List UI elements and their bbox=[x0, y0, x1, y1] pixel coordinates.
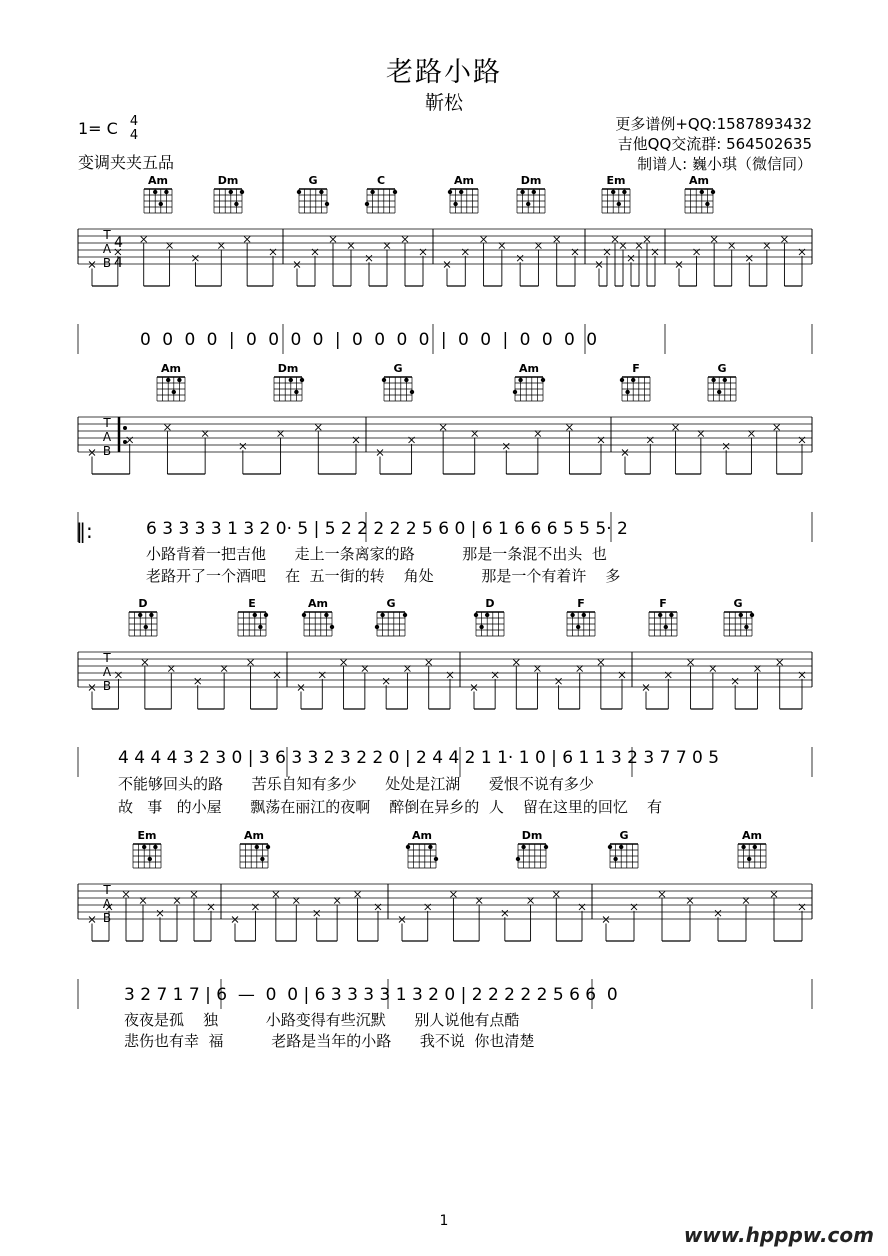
chord-finger-dot bbox=[406, 845, 410, 849]
note-cross bbox=[603, 917, 609, 923]
note-cross bbox=[659, 891, 665, 897]
chord-finger-dot bbox=[177, 378, 181, 382]
chord-finger-dot bbox=[622, 190, 626, 194]
chord-finger-dot bbox=[664, 625, 668, 629]
chord-finger-dot bbox=[521, 845, 525, 849]
chord-finger-dot bbox=[264, 613, 268, 617]
chord-finger-dot bbox=[289, 378, 293, 382]
chord-name-am: Am bbox=[412, 829, 432, 842]
chord-name-am: Am bbox=[689, 174, 709, 187]
note-cross bbox=[202, 431, 208, 437]
note-cross bbox=[534, 666, 540, 672]
repeat-dot bbox=[123, 426, 127, 430]
note-cross bbox=[673, 424, 679, 430]
chord-finger-dot bbox=[410, 390, 414, 394]
note-cross bbox=[192, 255, 198, 261]
note-cross bbox=[330, 236, 336, 242]
note-cross bbox=[777, 659, 783, 665]
chord-name-dm: Dm bbox=[521, 829, 543, 842]
page-number: 1 bbox=[439, 1213, 449, 1229]
info-qq: 更多谱例+QQ:1587893432 bbox=[615, 115, 812, 133]
note-cross bbox=[732, 678, 738, 684]
chord-finger-dot bbox=[479, 625, 483, 629]
chord-finger-dot bbox=[474, 613, 478, 617]
chord-finger-dot bbox=[744, 625, 748, 629]
note-cross bbox=[774, 424, 780, 430]
note-cross bbox=[244, 236, 250, 242]
note-cross bbox=[688, 659, 694, 665]
chord-finger-dot bbox=[330, 625, 334, 629]
chord-finger-dot bbox=[453, 202, 457, 206]
note-cross bbox=[556, 678, 562, 684]
chord-finger-dot bbox=[266, 845, 270, 849]
chord-finger-dot bbox=[234, 202, 238, 206]
note-cross bbox=[676, 262, 682, 268]
note-cross bbox=[221, 666, 227, 672]
note-cross bbox=[89, 685, 95, 691]
note-cross bbox=[513, 659, 519, 665]
note-cross bbox=[314, 910, 320, 916]
chord-finger-dot bbox=[518, 378, 522, 382]
chord-finger-dot bbox=[711, 378, 715, 382]
note-cross bbox=[748, 431, 754, 437]
chord-name-am: Am bbox=[308, 597, 328, 610]
chord-finger-dot bbox=[365, 202, 369, 206]
note-cross bbox=[89, 450, 95, 456]
key-time-num: 4 bbox=[129, 114, 139, 129]
chord-finger-dot bbox=[613, 857, 617, 861]
notation-row-3: 4 4 4 4 3 2 3 0 | 3 6 3 3 2 3 2 2 0 | 2 4 4 2 1 1· 1 0 | 6 1 1 3 2 3 7 7 0 5 bbox=[118, 748, 720, 768]
note-cross bbox=[450, 891, 456, 897]
chord-name-g: G bbox=[386, 597, 396, 610]
chord-finger-dot bbox=[153, 190, 157, 194]
chord-finger-dot bbox=[142, 845, 146, 849]
chord-name-am: Am bbox=[519, 362, 539, 375]
chord-finger-dot bbox=[138, 613, 142, 617]
chord-finger-dot bbox=[576, 625, 580, 629]
chord-name-am: Am bbox=[742, 829, 762, 842]
chord-finger-dot bbox=[380, 613, 384, 617]
chord-finger-dot bbox=[747, 857, 751, 861]
chord-finger-dot bbox=[717, 390, 721, 394]
chord-name-g: G bbox=[308, 174, 318, 187]
note-cross bbox=[622, 450, 628, 456]
tab-label-3: T A B bbox=[102, 651, 112, 693]
chord-finger-dot bbox=[520, 190, 524, 194]
note-cross bbox=[715, 910, 721, 916]
chord-finger-dot bbox=[739, 613, 743, 617]
info-group: 吉他QQ交流群: 564502635 bbox=[617, 135, 812, 153]
watermark: www.hpppw.com bbox=[683, 1223, 874, 1247]
chord-name-f: F bbox=[659, 597, 667, 610]
note-cross bbox=[404, 666, 410, 672]
note-cross bbox=[481, 236, 487, 242]
lyric-row-3b: 故 事 的小屋 飘荡在丽江的夜啊 醉倒在异乡的 人 留在这里的回忆 有 bbox=[118, 798, 662, 816]
note-cross bbox=[157, 910, 163, 916]
note-cross bbox=[612, 236, 618, 242]
chord-finger-dot bbox=[148, 857, 152, 861]
chord-name-d: D bbox=[138, 597, 148, 610]
chord-finger-dot bbox=[393, 190, 397, 194]
chord-finger-dot bbox=[669, 613, 673, 617]
chord-finger-dot bbox=[229, 190, 233, 194]
note-cross bbox=[723, 443, 729, 449]
note-cross bbox=[141, 236, 147, 242]
chord-finger-dot bbox=[325, 202, 329, 206]
chord-finger-dot bbox=[459, 190, 463, 194]
note-cross bbox=[471, 685, 477, 691]
note-cross bbox=[383, 678, 389, 684]
chord-finger-dot bbox=[448, 190, 452, 194]
chord-finger-dot bbox=[434, 857, 438, 861]
chord-finger-dot bbox=[300, 378, 304, 382]
note-cross bbox=[168, 666, 174, 672]
chord-finger-dot bbox=[532, 190, 536, 194]
chord-finger-dot bbox=[260, 857, 264, 861]
chord-finger-dot bbox=[611, 190, 615, 194]
lyric-row-3a: 不能够回头的路 苦乐自知有多少 处处是江湖 爱恨不说有多少 bbox=[118, 775, 594, 793]
note-cross bbox=[711, 236, 717, 242]
note-cross bbox=[142, 659, 148, 665]
note-cross bbox=[362, 666, 368, 672]
chord-name-dm: Dm bbox=[217, 174, 239, 187]
chord-finger-dot bbox=[544, 845, 548, 849]
note-cross bbox=[89, 917, 95, 923]
note-cross bbox=[710, 666, 716, 672]
chord-name-am: Am bbox=[148, 174, 168, 187]
chord-finger-dot bbox=[658, 613, 662, 617]
chord-finger-dot bbox=[370, 190, 374, 194]
chord-finger-dot bbox=[164, 190, 168, 194]
chord-finger-dot bbox=[149, 613, 153, 617]
note-cross bbox=[341, 659, 347, 665]
note-cross bbox=[628, 255, 634, 261]
note-cross bbox=[298, 685, 304, 691]
note-cross bbox=[140, 898, 146, 904]
note-cross bbox=[426, 659, 432, 665]
chord-finger-dot bbox=[159, 202, 163, 206]
chord-finger-dot bbox=[428, 845, 432, 849]
note-cross bbox=[698, 431, 704, 437]
chord-finger-dot bbox=[297, 190, 301, 194]
lyric-row-2b: 老路开了一个酒吧 在 五一街的转 角处 那是一个有着许 多 bbox=[146, 567, 621, 585]
note-cross bbox=[174, 898, 180, 904]
chord-finger-dot bbox=[144, 625, 148, 629]
note-cross bbox=[191, 891, 197, 897]
note-cross bbox=[472, 431, 478, 437]
note-cross bbox=[355, 891, 361, 897]
note-cross bbox=[440, 424, 446, 430]
chord-name-am: Am bbox=[244, 829, 264, 842]
chord-finger-dot bbox=[403, 613, 407, 617]
tab-label-1: T A B bbox=[102, 228, 112, 270]
song-title: 老路小路 bbox=[386, 57, 502, 88]
note-cross bbox=[348, 243, 354, 249]
note-cross bbox=[384, 243, 390, 249]
notation-row-1: 0 0 0 0 | 0 0 0 0 | 0 0 0 0 | 0 0 | 0 0 0 0 bbox=[140, 330, 598, 350]
lyric-row-2a: 小路背着一把吉他 走上一条离家的路 那是一条混不出头 也 bbox=[146, 545, 607, 563]
note-cross bbox=[377, 450, 383, 456]
chord-name-g: G bbox=[393, 362, 403, 375]
note-cross bbox=[334, 898, 340, 904]
note-cross bbox=[218, 243, 224, 249]
chord-finger-dot bbox=[619, 845, 623, 849]
note-cross bbox=[746, 255, 752, 261]
note-cross bbox=[764, 243, 770, 249]
chord-name-em: Em bbox=[137, 829, 157, 842]
chord-finger-dot bbox=[608, 845, 612, 849]
note-cross bbox=[315, 424, 321, 430]
note-cross bbox=[535, 243, 541, 249]
note-cross bbox=[743, 898, 749, 904]
chord-name-am: Am bbox=[161, 362, 181, 375]
chord-finger-dot bbox=[516, 857, 520, 861]
chord-finger-dot bbox=[319, 190, 323, 194]
chord-finger-dot bbox=[541, 378, 545, 382]
lyric-row-4a: 夜夜是孤 独 小路变得有些沉默 别人说他有点酷 bbox=[124, 1011, 520, 1029]
chord-finger-dot bbox=[750, 613, 754, 617]
lyric-row-4b: 悲伤也有幸 福 老路是当年的小路 我不说 你也清楚 bbox=[124, 1032, 535, 1050]
note-cross bbox=[89, 262, 95, 268]
chord-name-d: D bbox=[485, 597, 495, 610]
note-cross bbox=[771, 891, 777, 897]
chord-name-f: F bbox=[577, 597, 585, 610]
chord-finger-dot bbox=[705, 202, 709, 206]
chord-finger-dot bbox=[258, 625, 262, 629]
note-cross bbox=[273, 891, 279, 897]
note-cross bbox=[278, 431, 284, 437]
note-cross bbox=[232, 917, 238, 923]
chord-finger-dot bbox=[172, 390, 176, 394]
note-cross bbox=[502, 910, 508, 916]
notation-row-4: 3 2 7 1 7 | 6 — 0 0 | 6 3 3 3 3 1 3 2 0 | 2 2 2 2 2 5 6 6 0 bbox=[124, 985, 618, 1005]
chord-finger-dot bbox=[302, 613, 306, 617]
note-cross bbox=[577, 666, 583, 672]
note-cross bbox=[503, 443, 509, 449]
chord-name-g: G bbox=[619, 829, 629, 842]
chord-name-dm: Dm bbox=[277, 362, 299, 375]
note-cross bbox=[596, 262, 602, 268]
note-cross bbox=[366, 255, 372, 261]
chord-finger-dot bbox=[513, 390, 517, 394]
tab-label-4: T A B bbox=[102, 883, 112, 925]
chord-finger-dot bbox=[375, 625, 379, 629]
note-cross bbox=[499, 243, 505, 249]
capo-note: 变调夹夹五品 bbox=[78, 153, 175, 172]
chord-finger-dot bbox=[723, 378, 727, 382]
chord-name-g: G bbox=[733, 597, 743, 610]
note-cross bbox=[528, 898, 534, 904]
note-cross bbox=[402, 236, 408, 242]
chord-name-g: G bbox=[717, 362, 727, 375]
info-transcriber: 制谱人: 巍小琪（微信同） bbox=[637, 155, 812, 173]
chord-name-dm: Dm bbox=[520, 174, 542, 187]
artist-name: 靳松 bbox=[424, 92, 463, 114]
note-cross bbox=[644, 236, 650, 242]
note-cross bbox=[535, 431, 541, 437]
chord-name-am: Am bbox=[454, 174, 474, 187]
chord-finger-dot bbox=[153, 845, 157, 849]
note-cross bbox=[553, 891, 559, 897]
note-cross bbox=[687, 898, 693, 904]
chord-name-f: F bbox=[632, 362, 640, 375]
note-cross bbox=[444, 262, 450, 268]
note-cross bbox=[123, 891, 129, 897]
chord-name-c: C bbox=[376, 174, 386, 187]
chord-name-e: E bbox=[248, 597, 256, 610]
note-cross bbox=[167, 243, 173, 249]
note-cross bbox=[476, 898, 482, 904]
chord-finger-dot bbox=[625, 390, 629, 394]
note-cross bbox=[781, 236, 787, 242]
note-cross bbox=[293, 898, 299, 904]
note-cross bbox=[754, 666, 760, 672]
note-cross bbox=[620, 243, 626, 249]
note-cross bbox=[554, 236, 560, 242]
note-cross bbox=[248, 659, 254, 665]
note-cross bbox=[195, 678, 201, 684]
repeat-sign: ‖: bbox=[76, 519, 93, 543]
note-cross bbox=[399, 917, 405, 923]
key-label: 1= C bbox=[78, 119, 118, 138]
note-cross bbox=[517, 255, 523, 261]
chord-name-em: Em bbox=[606, 174, 626, 187]
chord-finger-dot bbox=[741, 845, 745, 849]
chord-finger-dot bbox=[620, 378, 624, 382]
chord-finger-dot bbox=[570, 613, 574, 617]
repeat-dot bbox=[123, 440, 127, 444]
notation-row-2: 6 3 3 3 3 1 3 2 0· 5 | 5 2 2 2 2 2 5 6 0 | 6 1 6 6 6 5 5 5· 2 bbox=[146, 519, 628, 539]
key-time-den: 4 bbox=[129, 128, 139, 143]
note-cross bbox=[566, 424, 572, 430]
note-cross bbox=[636, 243, 642, 249]
note-cross bbox=[164, 424, 170, 430]
chord-finger-dot bbox=[617, 202, 621, 206]
chord-finger-dot bbox=[253, 613, 257, 617]
chord-finger-dot bbox=[404, 378, 408, 382]
chord-finger-dot bbox=[485, 613, 489, 617]
chord-finger-dot bbox=[166, 378, 170, 382]
chord-finger-dot bbox=[255, 845, 259, 849]
note-cross bbox=[643, 685, 649, 691]
chord-finger-dot bbox=[700, 190, 704, 194]
chord-finger-dot bbox=[753, 845, 757, 849]
note-cross bbox=[294, 262, 300, 268]
note-cross bbox=[240, 443, 246, 449]
chord-finger-dot bbox=[240, 190, 244, 194]
chord-finger-dot bbox=[294, 390, 298, 394]
time-sig-1: 4 4 bbox=[114, 235, 123, 271]
chord-finger-dot bbox=[382, 378, 386, 382]
note-cross bbox=[729, 243, 735, 249]
chord-finger-dot bbox=[526, 202, 530, 206]
chord-finger-dot bbox=[711, 190, 715, 194]
note-cross bbox=[598, 659, 604, 665]
chord-finger-dot bbox=[631, 378, 635, 382]
chord-finger-dot bbox=[324, 613, 328, 617]
chord-finger-dot bbox=[582, 613, 586, 617]
tab-label-2: T A B bbox=[102, 416, 112, 458]
